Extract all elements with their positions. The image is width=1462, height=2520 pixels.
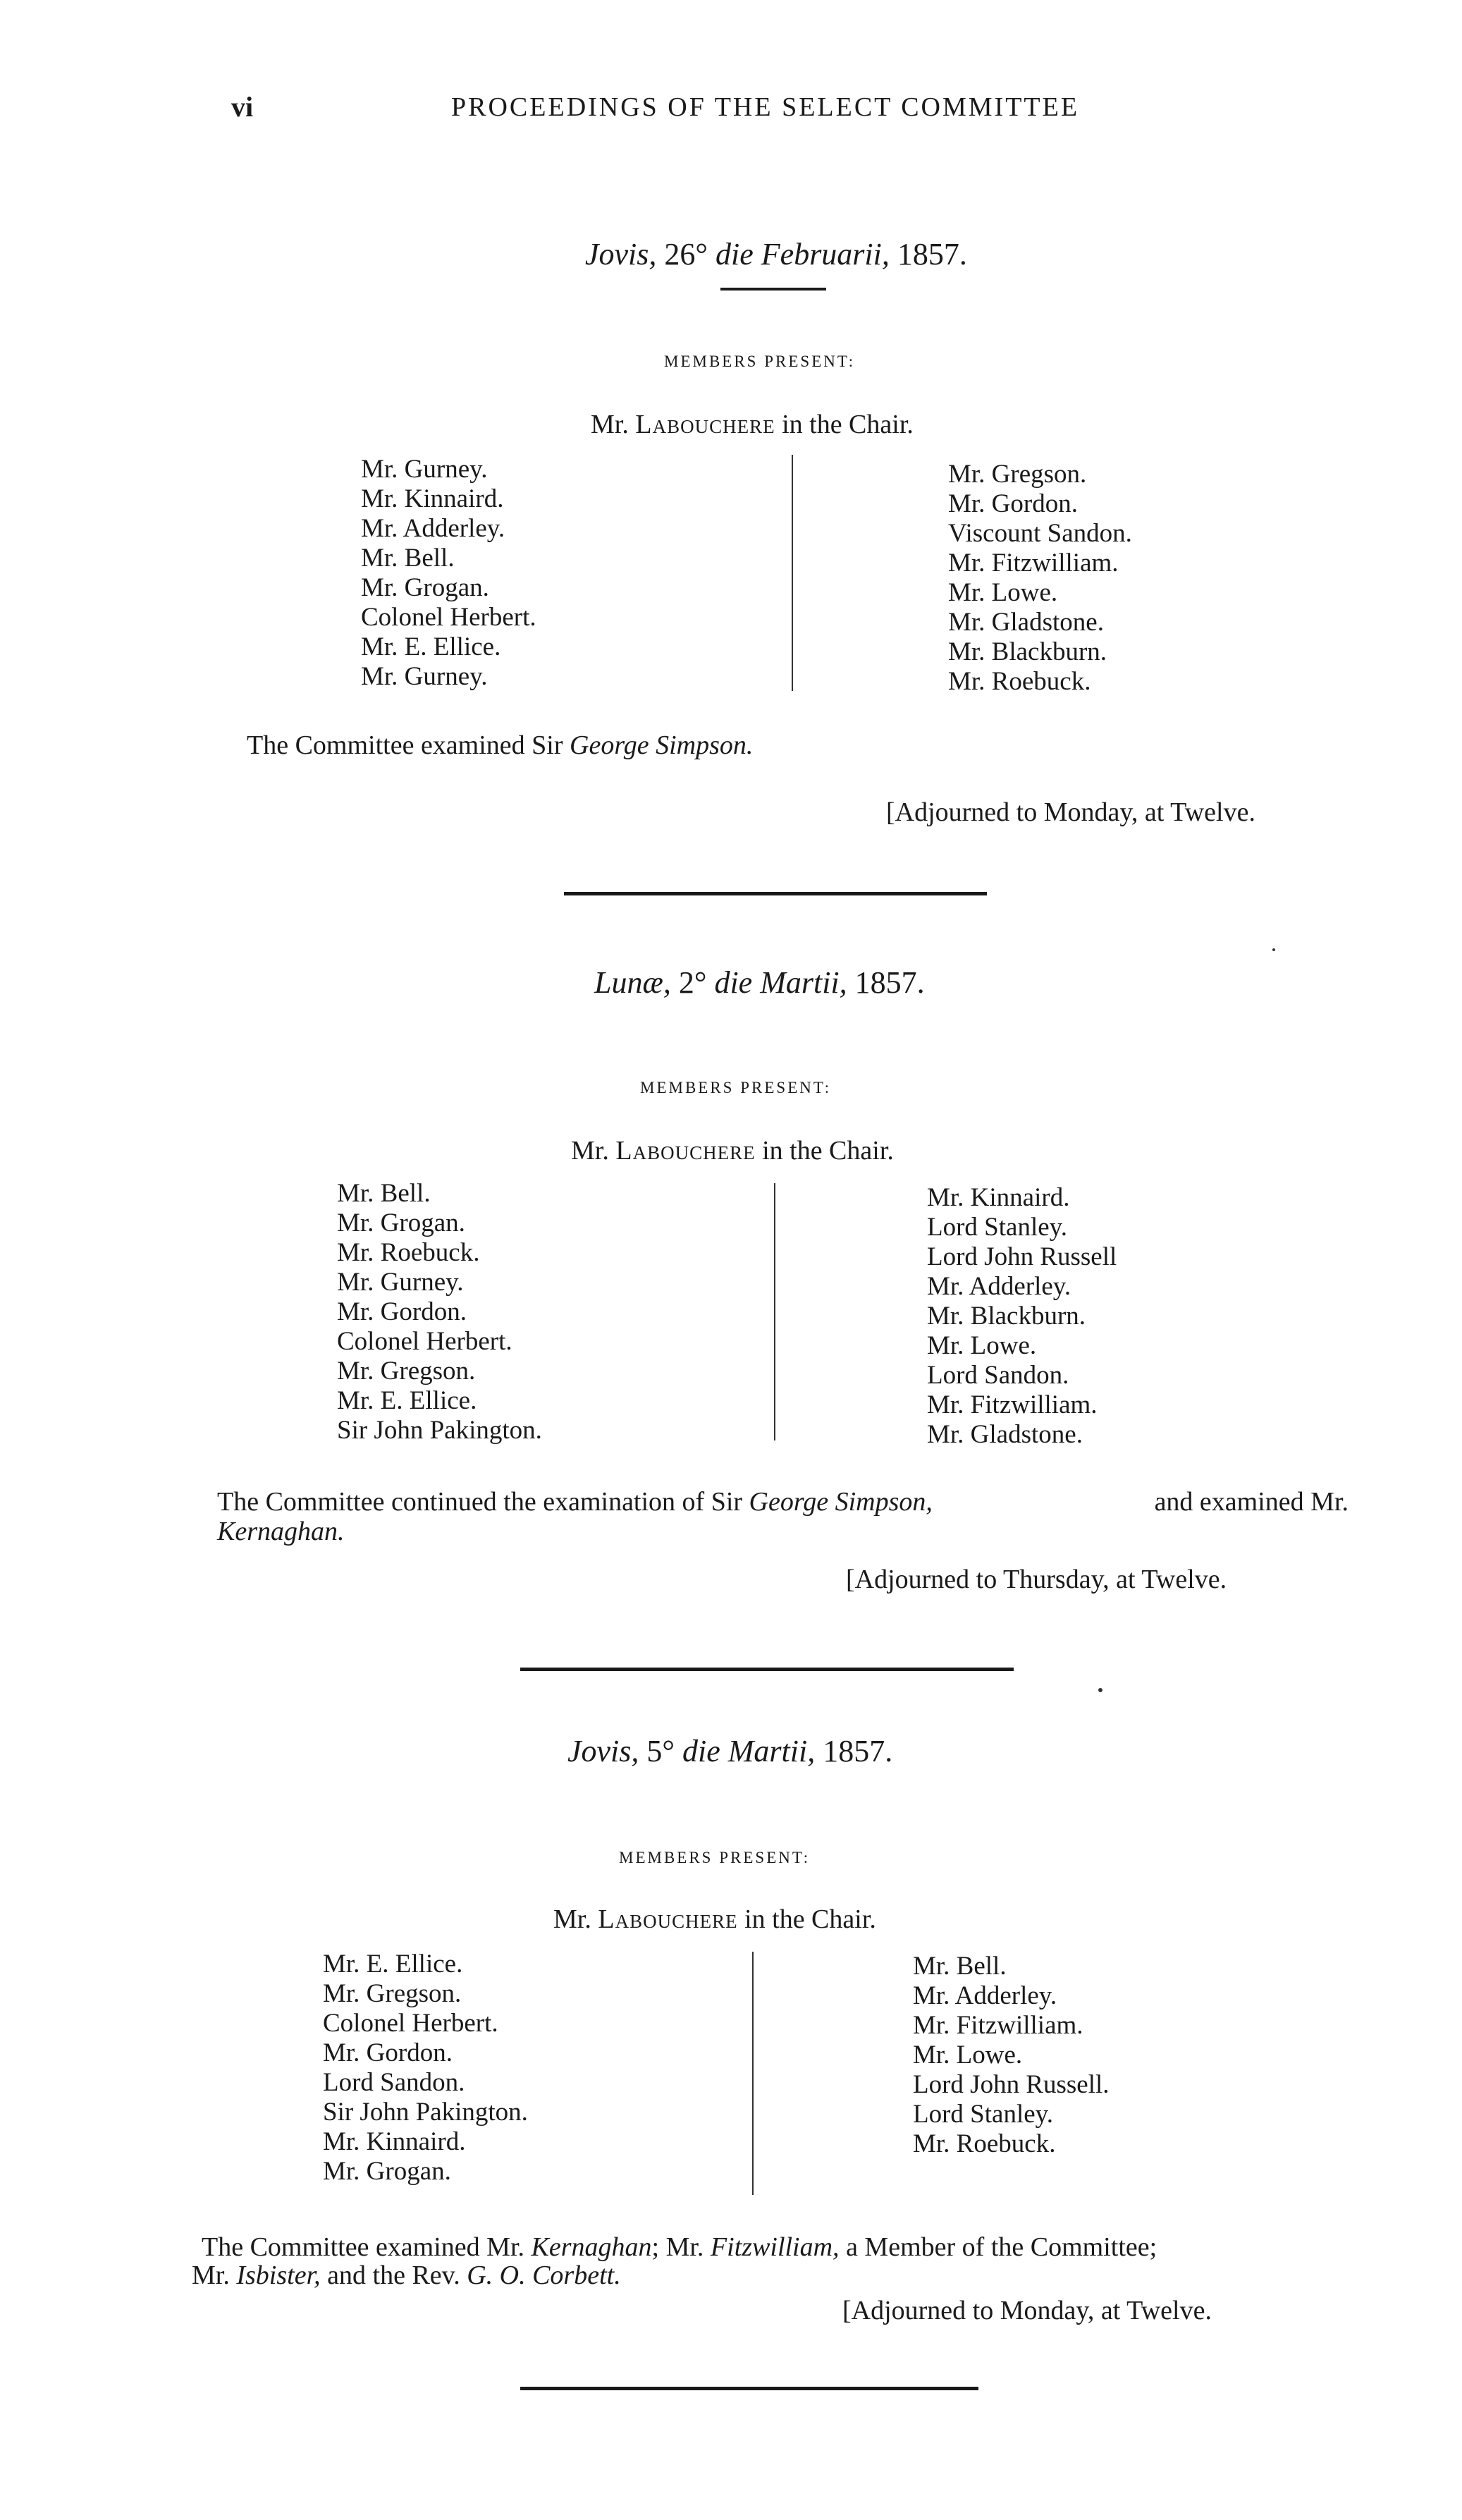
- member-name: Sir John Pakington.: [337, 1416, 542, 1445]
- running-title: PROCEEDINGS OF THE SELECT COMMITTEE: [451, 92, 1080, 122]
- members-right-column: [927, 1183, 1117, 1450]
- member-name: Mr. Lowe.: [913, 2041, 1023, 2069]
- member-name: Colonel Herbert.: [337, 1327, 512, 1356]
- members-present-heading: MEMBERS PRESENT:: [664, 353, 856, 370]
- page-number: vi: [231, 91, 254, 123]
- sitting-date: Lunæ, 2° die Martii, 1857.: [594, 965, 925, 1000]
- members-right-column: [948, 460, 1132, 697]
- member-name: Mr. Gregson.: [337, 1357, 476, 1386]
- proceeding-text: The Committee examined Mr. Kernaghan; Mr. Fitzwilliam, a Member of the Committee; Mr. Isbister, and the Rev. G. O. Corbett.: [192, 2232, 1157, 2290]
- member-name: Mr. Blackburn.: [948, 637, 1107, 666]
- member-name: Lord John Russell: [927, 1242, 1117, 1271]
- members-present-heading: MEMBERS PRESENT:: [640, 1079, 832, 1096]
- member-name: Mr. Gladstone.: [948, 608, 1104, 637]
- print-speck: [1098, 1688, 1102, 1692]
- member-name: Mr. Blackburn.: [927, 1302, 1086, 1331]
- member-name: Viscount Sandon.: [948, 519, 1132, 548]
- member-name: Mr. Adderley.: [927, 1272, 1071, 1301]
- member-name: Mr. Gordon.: [948, 489, 1078, 518]
- member-name: Mr. Grogan.: [361, 573, 489, 602]
- member-name: Lord Sandon.: [323, 2068, 465, 2097]
- member-name: Mr. Fitzwilliam.: [927, 1390, 1098, 1419]
- member-name: Sir John Pakington.: [323, 2098, 528, 2127]
- member-name: Mr. Bell.: [913, 1952, 1007, 1981]
- member-name: Mr. E. Ellice.: [337, 1386, 477, 1415]
- member-name: Mr. Gladstone.: [927, 1420, 1083, 1449]
- member-name: Lord John Russell.: [913, 2070, 1110, 2099]
- column-divider: [792, 455, 793, 691]
- member-name: Mr. Fitzwilliam.: [913, 2011, 1083, 2040]
- sitting-date: Jovis, 5° die Martii, 1857.: [567, 1734, 893, 1768]
- print-speck: [1272, 948, 1275, 951]
- members-present-heading: MEMBERS PRESENT:: [619, 1849, 811, 1866]
- member-name: Lord Stanley.: [927, 1213, 1068, 1242]
- member-name: Mr. Bell.: [337, 1179, 431, 1208]
- member-name: Mr. Roebuck.: [337, 1238, 480, 1267]
- member-name: Lord Sandon.: [927, 1361, 1069, 1390]
- member-name: Mr. Gregson.: [948, 460, 1087, 489]
- member-name: Mr. Gordon.: [337, 1297, 467, 1326]
- member-name: Mr. Grogan.: [337, 1209, 465, 1237]
- member-name: Mr. Kinnaird.: [361, 484, 504, 513]
- member-name: Mr. Gurney.: [361, 455, 488, 484]
- member-name: Colonel Herbert.: [323, 2009, 498, 2038]
- chair-line: Mr. Labouchere in the Chair.: [553, 1904, 876, 1934]
- column-divider: [752, 1952, 754, 2195]
- member-name: Mr. Adderley.: [361, 514, 505, 543]
- member-name: Colonel Herbert.: [361, 603, 536, 632]
- member-name: Mr. Fitzwilliam.: [948, 549, 1119, 577]
- member-name: Lord Stanley.: [913, 2100, 1054, 2129]
- member-name: Mr. Kinnaird.: [323, 2127, 466, 2156]
- chair-line: Mr. Labouchere in the Chair.: [571, 1136, 894, 1166]
- members-right-column: [913, 1952, 1110, 2159]
- date-rule: [720, 288, 826, 290]
- member-name: Mr. Kinnaird.: [927, 1183, 1070, 1212]
- adjournment-note: [Adjourned to Monday, at Twelve.: [842, 2296, 1212, 2325]
- member-name: Mr. Grogan.: [323, 2157, 451, 2186]
- section-divider: [564, 892, 987, 895]
- member-name: Mr. Lowe.: [927, 1331, 1037, 1360]
- member-name: Mr. Gordon.: [323, 2038, 453, 2067]
- members-left-column: [337, 1179, 542, 1445]
- member-name: Mr. E. Ellice.: [323, 1950, 463, 1978]
- adjournment-note: [Adjourned to Monday, at Twelve.: [886, 797, 1255, 827]
- member-name: Mr. Adderley.: [913, 1981, 1057, 2010]
- proceeding-text: The Committee examined Sir George Simpson.: [247, 730, 754, 760]
- sitting-date: Jovis, 26° die Februarii, 1857.: [585, 237, 967, 271]
- section-divider: [520, 2387, 978, 2390]
- member-name: Mr. Bell.: [361, 544, 455, 573]
- member-name: Mr. Lowe.: [948, 578, 1058, 607]
- chair-line: Mr. Labouchere in the Chair.: [591, 410, 914, 439]
- member-name: Mr. E. Ellice.: [361, 632, 501, 661]
- member-name: Mr. Roebuck.: [913, 2129, 1056, 2158]
- member-name: Mr. Gregson.: [323, 1979, 462, 2008]
- section-divider: [520, 1668, 1014, 1671]
- members-left-column: [361, 455, 536, 692]
- member-name: Mr. Gurney.: [361, 662, 488, 691]
- members-left-column: [323, 1950, 528, 2186]
- member-name: Mr. Roebuck.: [948, 667, 1091, 696]
- column-divider: [774, 1183, 775, 1441]
- proceeding-text: The Committee continued the examination of Sir George Simpson, and examined Mr. Kernaghan.: [217, 1487, 1349, 1546]
- adjournment-note: [Adjourned to Thursday, at Twelve.: [846, 1565, 1227, 1594]
- member-name: Mr. Gurney.: [337, 1268, 464, 1297]
